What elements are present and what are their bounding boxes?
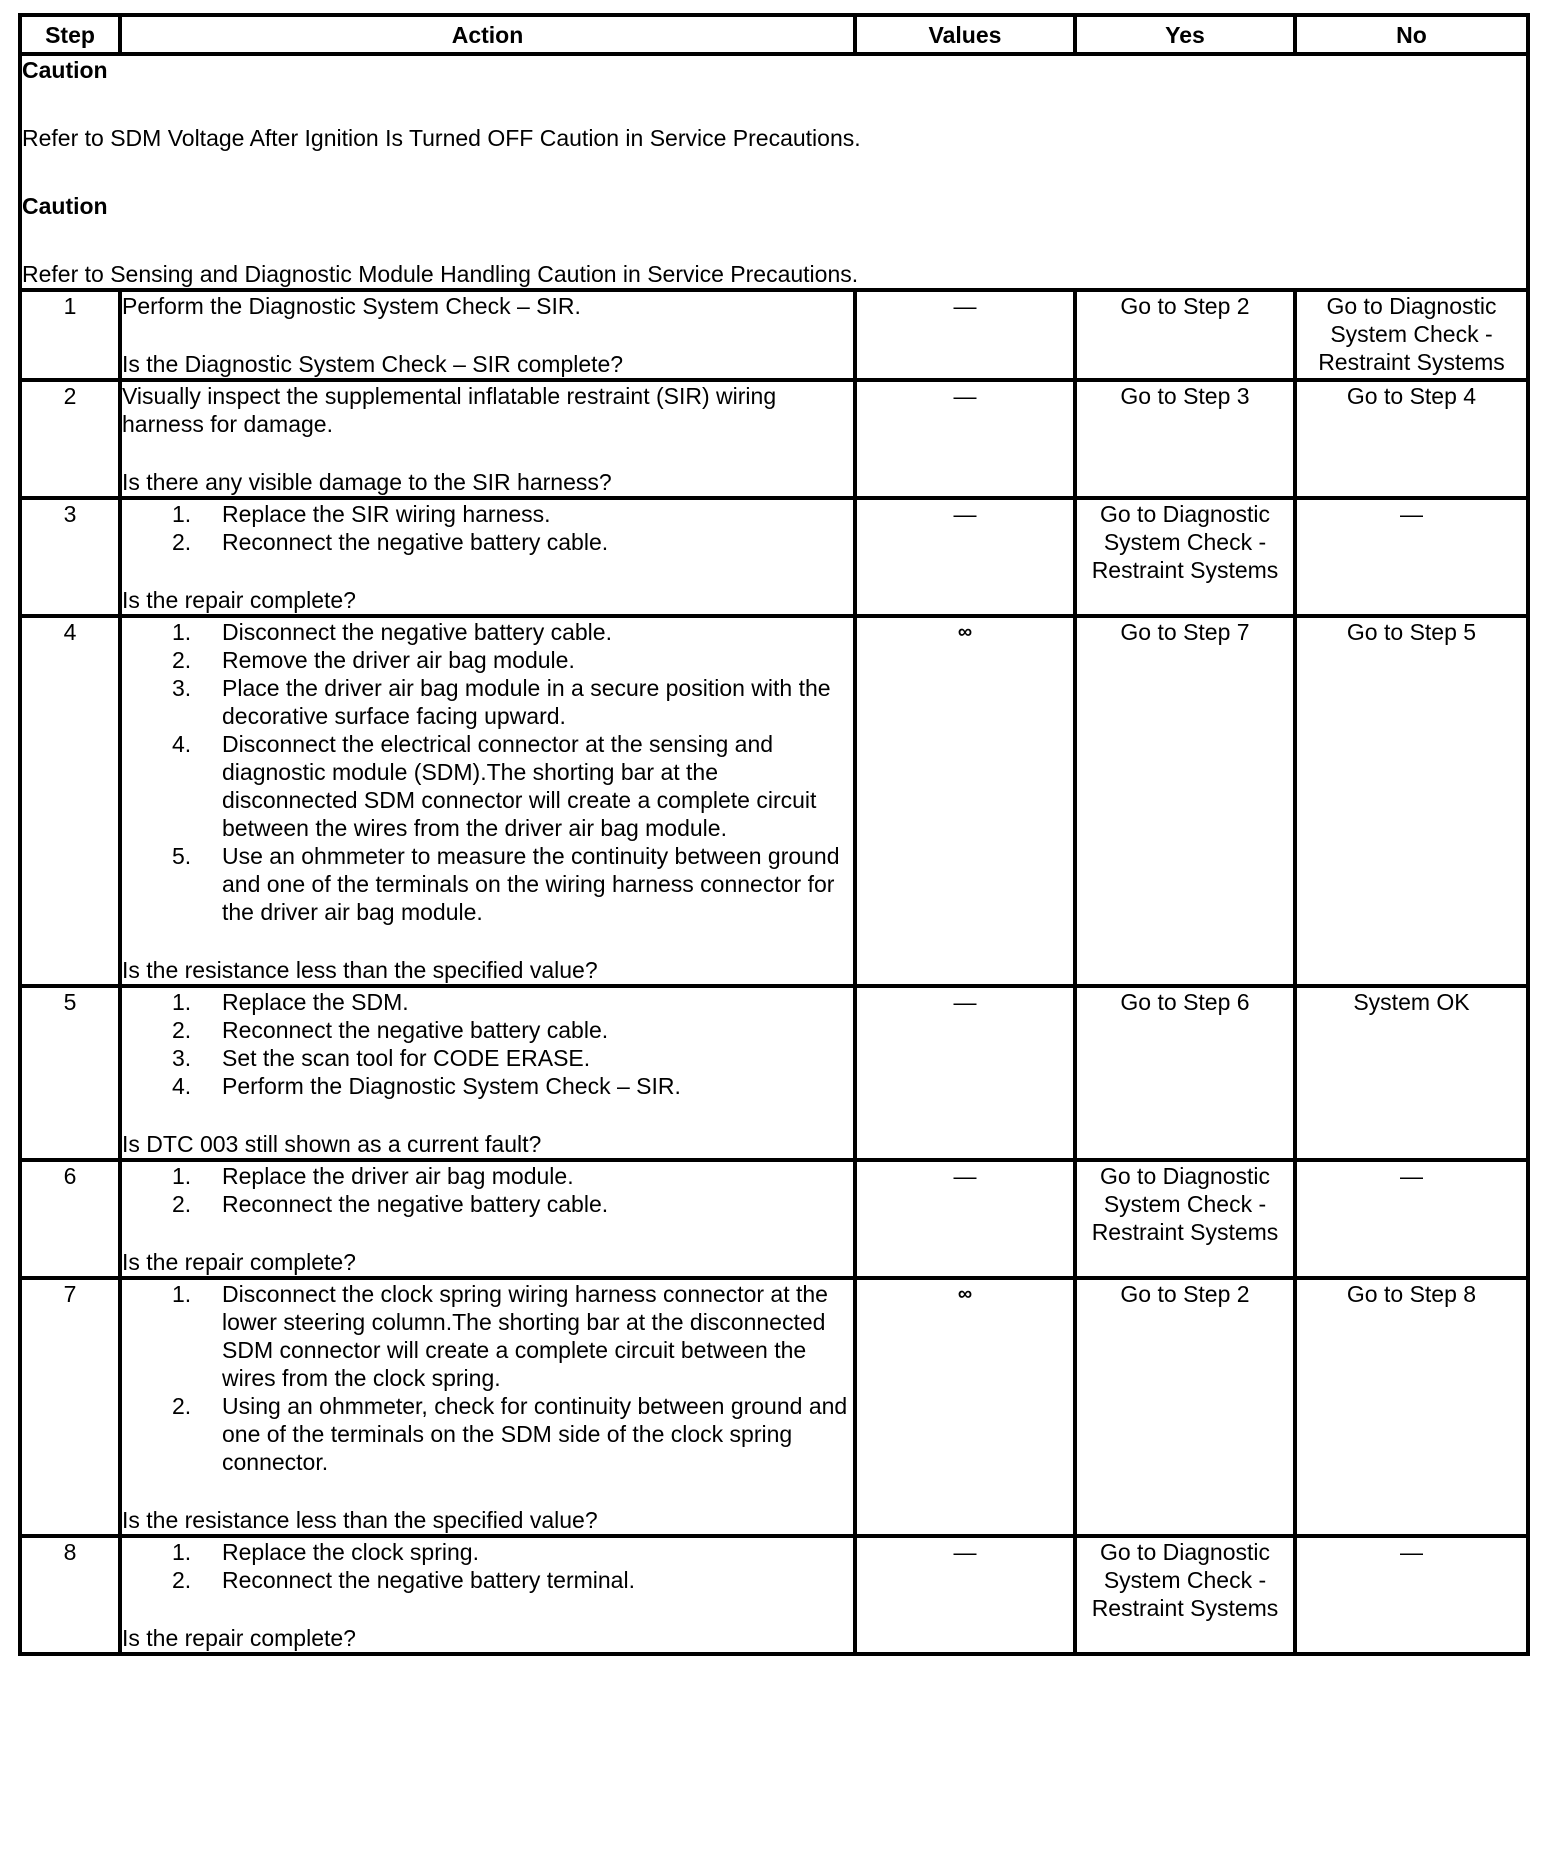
caution-text: Refer to SDM Voltage After Ignition Is Turned OFF Caution in Service Precautions. xyxy=(22,125,861,151)
table-row xyxy=(20,1278,1528,1536)
list-item: 4. Disconnect the electrical connector at the sensing and diagnostic module (SDM).The shorting bar at the disconnected SDM connector will create a complete circuit between the wires from the driver air bag module. xyxy=(172,731,817,841)
list-item: 2. Reconnect the negative battery cable. xyxy=(172,1017,609,1043)
value-cell: — xyxy=(855,380,1075,498)
yes-cell: Go to Step 2 xyxy=(1075,1278,1295,1536)
action-list xyxy=(122,1538,853,1594)
action-text: Perform the Diagnostic System Check – SIR. xyxy=(122,293,581,319)
list-item: 2. Reconnect the negative battery terminal. xyxy=(172,1567,635,1593)
action-cell xyxy=(120,986,855,1160)
value-cell: — xyxy=(855,498,1075,616)
list-item: 2. Reconnect the negative battery cable. xyxy=(172,529,609,555)
no-cell: — xyxy=(1295,1160,1528,1278)
action-cell xyxy=(120,380,855,498)
table-row xyxy=(20,1160,1528,1278)
yes-cell: Go to Step 7 xyxy=(1075,616,1295,986)
header-step: Step xyxy=(20,15,120,54)
list-item: 4. Perform the Diagnostic System Check – SIR. xyxy=(172,1073,681,1099)
caution-row xyxy=(20,54,1528,290)
list-item: 1. Replace the driver air bag module. xyxy=(172,1163,574,1189)
header-values: Values xyxy=(855,15,1075,54)
value-cell: — xyxy=(855,1536,1075,1654)
list-item: 1. Disconnect the negative battery cable. xyxy=(172,619,612,645)
value-cell: — xyxy=(855,986,1075,1160)
table-row xyxy=(20,498,1528,616)
header-yes: Yes xyxy=(1075,15,1295,54)
caution-cell xyxy=(20,54,1528,290)
no-cell: Go to Step 5 xyxy=(1295,616,1528,986)
action-text: Visually inspect the supplemental inflatable restraint (SIR) wiring harness for damage. xyxy=(122,383,777,437)
list-item: 1. Replace the clock spring. xyxy=(172,1539,479,1565)
header-action: Action xyxy=(120,15,855,54)
action-list xyxy=(122,1162,853,1218)
list-item: 5. Use an ohmmeter to measure the continuity between ground and one of the terminals on the wiring harness connector for the driver air bag module. xyxy=(172,843,840,925)
yes-cell: Go to Diagnostic System Check - Restraint Systems xyxy=(1075,1536,1295,1654)
list-item: 2. Remove the driver air bag module. xyxy=(172,647,575,673)
yes-cell: Go to Diagnostic System Check - Restraint Systems xyxy=(1075,1160,1295,1278)
step-number: 2 xyxy=(20,380,120,498)
value-cell: — xyxy=(855,1160,1075,1278)
list-item: 1. Replace the SDM. xyxy=(172,989,409,1015)
yes-cell: Go to Step 2 xyxy=(1075,290,1295,380)
action-question: Is the repair complete? xyxy=(122,587,356,613)
list-item: 2. Using an ohmmeter, check for continuity between ground and one of the terminals on the SDM side of the clock spring connector. xyxy=(172,1393,848,1475)
value-cell: ∞ xyxy=(855,616,1075,986)
no-cell: Go to Step 4 xyxy=(1295,380,1528,498)
action-question: Is the repair complete? xyxy=(122,1625,356,1651)
value-cell: — xyxy=(855,290,1075,380)
step-number: 3 xyxy=(20,498,120,616)
caution-text: Refer to Sensing and Diagnostic Module Handling Caution in Service Precautions. xyxy=(22,261,859,287)
table-row xyxy=(20,986,1528,1160)
action-list xyxy=(122,500,853,556)
no-cell: — xyxy=(1295,1536,1528,1654)
caution-title: Caution xyxy=(22,193,108,219)
header-no: No xyxy=(1295,15,1528,54)
table-row xyxy=(20,1536,1528,1654)
table-row xyxy=(20,290,1528,380)
action-cell xyxy=(120,616,855,986)
action-list xyxy=(122,988,853,1100)
table-header-row xyxy=(20,15,1528,54)
table-row xyxy=(20,616,1528,986)
list-item: 3. Set the scan tool for CODE ERASE. xyxy=(172,1045,591,1071)
action-question: Is the resistance less than the specified value? xyxy=(122,1507,598,1533)
action-question: Is the Diagnostic System Check – SIR complete? xyxy=(122,351,624,377)
action-question: Is the resistance less than the specified value? xyxy=(122,957,598,983)
table-row xyxy=(20,380,1528,498)
yes-cell: Go to Diagnostic System Check - Restraint Systems xyxy=(1075,498,1295,616)
action-cell xyxy=(120,1536,855,1654)
list-item: 2. Reconnect the negative battery cable. xyxy=(172,1191,609,1217)
diagnostic-table-sheet xyxy=(18,13,1526,1656)
step-number: 4 xyxy=(20,616,120,986)
step-number: 6 xyxy=(20,1160,120,1278)
action-cell xyxy=(120,1278,855,1536)
no-cell: — xyxy=(1295,498,1528,616)
list-item: 1. Disconnect the clock spring wiring harness connector at the lower steering column.The shorting bar at the disconnected SDM connector will create a complete circuit between the wires from the clock spring. xyxy=(172,1281,828,1391)
list-item: 1. Replace the SIR wiring harness. xyxy=(172,501,551,527)
step-number: 5 xyxy=(20,986,120,1160)
caution-title: Caution xyxy=(22,57,108,83)
value-cell: ∞ xyxy=(855,1278,1075,1536)
action-question: Is DTC 003 still shown as a current fault? xyxy=(122,1131,542,1157)
action-cell xyxy=(120,1160,855,1278)
action-cell xyxy=(120,290,855,380)
action-cell xyxy=(120,498,855,616)
diagnostic-table xyxy=(18,13,1530,1656)
action-list xyxy=(122,1280,853,1476)
step-number: 8 xyxy=(20,1536,120,1654)
no-cell: Go to Step 8 xyxy=(1295,1278,1528,1536)
no-cell: Go to Diagnostic System Check - Restraint Systems xyxy=(1295,290,1528,380)
action-list xyxy=(122,618,853,926)
yes-cell: Go to Step 3 xyxy=(1075,380,1295,498)
yes-cell: Go to Step 6 xyxy=(1075,986,1295,1160)
step-number: 1 xyxy=(20,290,120,380)
list-item: 3. Place the driver air bag module in a secure position with the decorative surface facing upward. xyxy=(172,675,831,729)
action-question: Is the repair complete? xyxy=(122,1249,356,1275)
no-cell: System OK xyxy=(1295,986,1528,1160)
step-number: 7 xyxy=(20,1278,120,1536)
action-question: Is there any visible damage to the SIR harness? xyxy=(122,469,612,495)
